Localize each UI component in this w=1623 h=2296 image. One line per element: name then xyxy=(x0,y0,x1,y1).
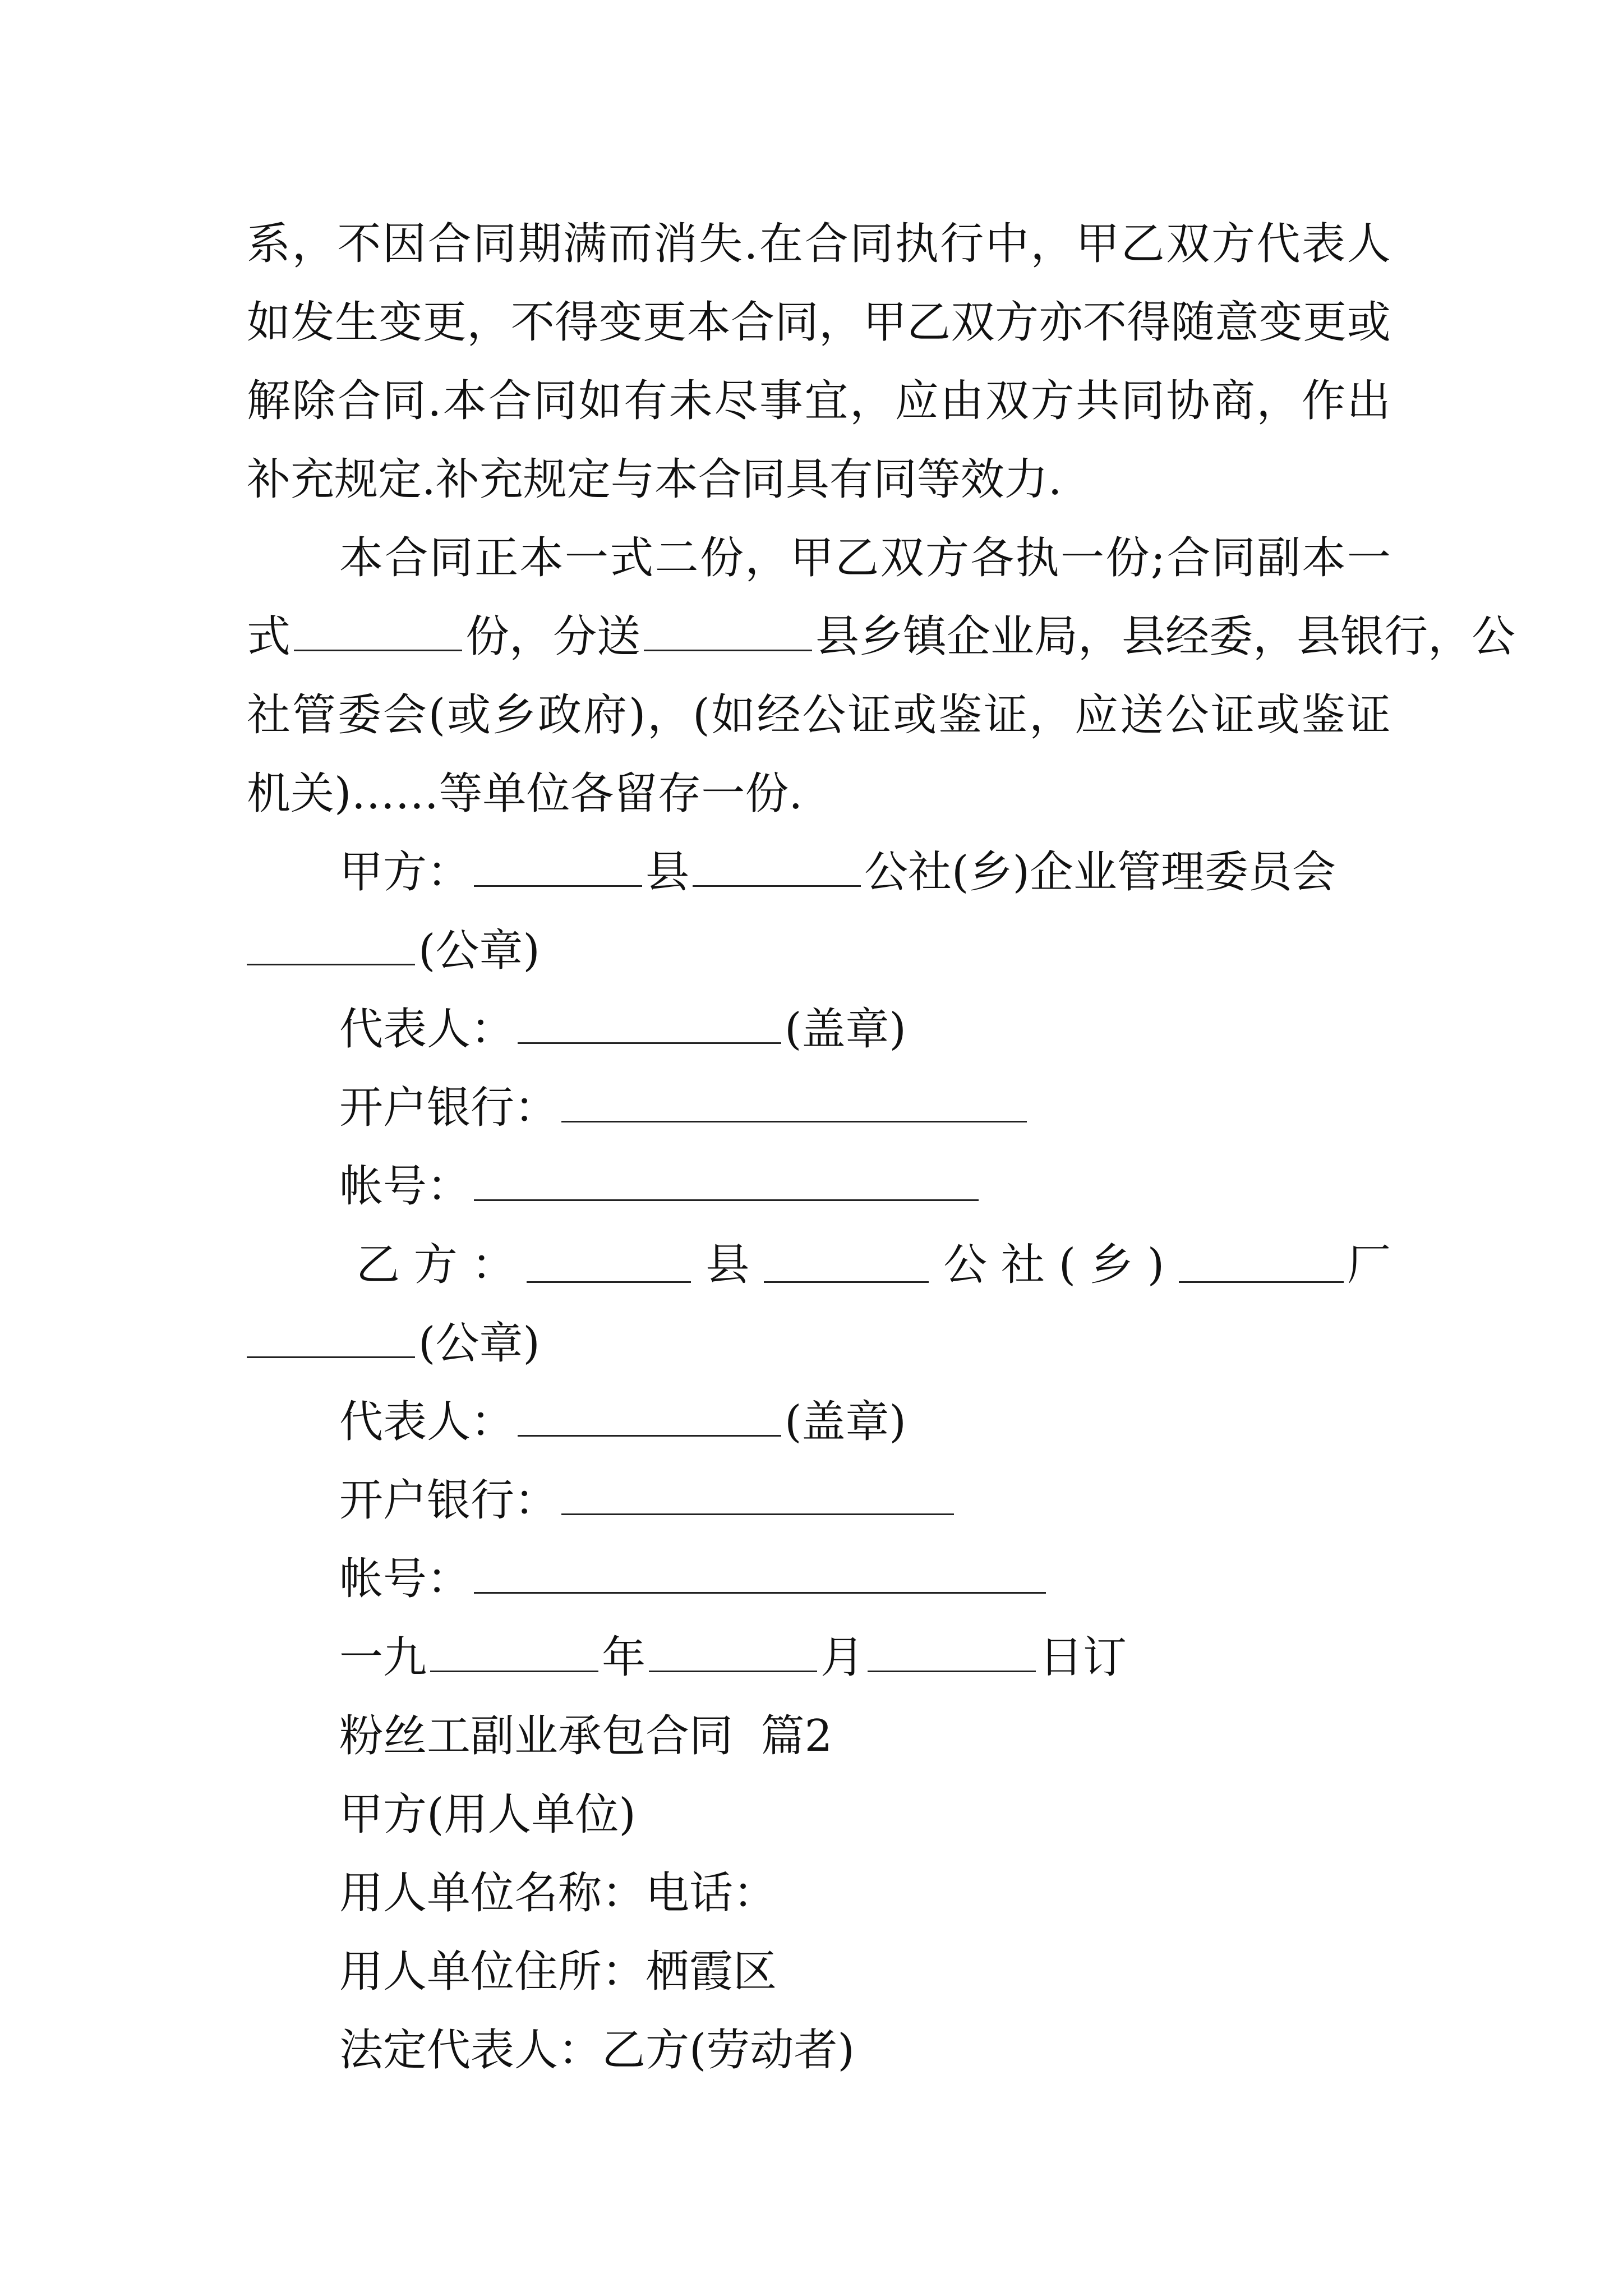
party-b-seal-blank xyxy=(247,1323,415,1358)
paragraph-2-line-4: 机关)……等单位各留存一份. xyxy=(247,769,803,819)
section-2-unit-address: 用人单位住所：栖霞区 xyxy=(339,1947,777,1997)
paragraph-2-line-3: 社 管 委 会 ( 或 乡 政 府 ) ， ( 如 经 公 证 或 鉴 证 ， 应 送 公 证 或 鉴 证 xyxy=(247,690,1391,740)
party-b-county: 县 xyxy=(706,1240,750,1290)
party-a-rep-blank xyxy=(518,1009,781,1044)
date-line xyxy=(339,1616,1391,1700)
date-prefix: 一九 xyxy=(339,1632,427,1683)
party-b-factory-blank xyxy=(1179,1248,1344,1283)
county-blank xyxy=(644,616,812,651)
party-a-label: 甲方： xyxy=(339,847,471,898)
party-a-rep-label: 代表人： xyxy=(339,1004,515,1055)
party-b-rep-blank xyxy=(518,1401,781,1437)
party-a-county: 县 xyxy=(645,847,690,898)
section-2-heading: 粉丝工副业承包合同 篇2 xyxy=(339,1711,833,1761)
paragraph-1-line-2: 如 发 生 变 更 ， 不 得 变 更 本 合 同 ， 甲 乙 双 方 亦 不 得 随 意 变 更 或 xyxy=(247,297,1391,348)
party-b-account-label: 帐号： xyxy=(339,1554,471,1604)
party-b-bank-blank xyxy=(561,1480,954,1515)
paragraph-2-line-1: 本 合 同 正 本 一 式 二 份 ， 甲 乙 双 方 各 执 一 份 ; 合 同 副 本 一 xyxy=(339,533,1391,583)
paragraph-2-text-c: 县乡镇企业局，县经委，县银行，公 xyxy=(815,611,1516,662)
party-a-seal: (公章) xyxy=(418,926,540,976)
party-b-rep-label: 代表人： xyxy=(339,1397,515,1447)
party-b-account-line xyxy=(339,1537,1391,1621)
date-year-blank xyxy=(430,1637,598,1672)
party-a-seal-blank xyxy=(247,930,415,965)
party-b-bank-line xyxy=(339,1458,1391,1543)
paragraph-1-line-4: 补充规定.补充规定与本合同具有同等效力. xyxy=(247,454,1062,505)
party-a-commune: 公社(乡)企业管理委员会 xyxy=(864,847,1336,898)
section-2-party-a-title: 甲方(用人单位) xyxy=(339,1789,636,1840)
date-month-blank xyxy=(649,1637,817,1672)
party-b-bank-label: 开户银行： xyxy=(339,1475,559,1526)
date-day-blank xyxy=(868,1637,1036,1672)
party-a-bank-blank xyxy=(561,1087,1027,1122)
party-a-county-blank xyxy=(474,852,642,887)
party-b-commune: 公 社 ( 乡 ) xyxy=(943,1240,1165,1290)
party-b-rep-line xyxy=(339,1380,1391,1464)
copies-blank xyxy=(294,616,462,651)
date-month: 月 xyxy=(820,1632,865,1683)
date-day: 日订 xyxy=(1039,1632,1127,1683)
party-b-seal-line xyxy=(247,1301,1391,1386)
party-b-label: 乙 方 ： xyxy=(356,1240,515,1290)
party-b-account-blank xyxy=(474,1558,1046,1594)
party-a-line xyxy=(339,830,1391,914)
paragraph-1-line-1: 系 ， 不 因 合 同 期 满 而 消 失 . 在 合 同 执 行 中 ， 甲 乙 双 方 代 表 人 xyxy=(247,219,1391,269)
paragraph-2-line-2 xyxy=(247,595,1516,679)
paragraph-2-text-b: 份，分送 xyxy=(465,611,641,662)
party-a-bank-label: 开户银行： xyxy=(339,1083,559,1133)
party-b-rep-seal: (盖章) xyxy=(785,1397,906,1447)
party-a-bank-line xyxy=(339,1066,1391,1150)
party-b-county-blank xyxy=(527,1248,691,1283)
party-b-seal: (公章) xyxy=(418,1318,540,1369)
date-year: 年 xyxy=(602,1632,646,1683)
section-2-legal-rep: 法定代表人：乙方(劳动者) xyxy=(339,2025,855,2076)
party-b-line xyxy=(356,1223,1391,1307)
party-b-factory: 厂 xyxy=(1347,1240,1391,1290)
section-2-unit-name: 用人单位名称：电话： xyxy=(339,1868,777,1918)
party-a-commune-blank xyxy=(693,852,861,887)
paragraph-1-line-3: 解 除 合 同 . 本 合 同 如 有 未 尽 事 宜 ， 应 由 双 方 共 同 协 商 ， 作 出 xyxy=(247,376,1391,426)
party-a-account-blank xyxy=(474,1166,979,1201)
party-b-commune-blank xyxy=(764,1248,929,1283)
party-a-account-label: 帐号： xyxy=(339,1161,471,1212)
party-a-rep-seal: (盖章) xyxy=(785,1004,906,1055)
paragraph-2-text-a: 式 xyxy=(247,611,291,662)
party-a-seal-line xyxy=(247,909,1391,993)
party-a-account-line xyxy=(339,1144,1391,1228)
party-a-rep-line xyxy=(339,987,1391,1071)
